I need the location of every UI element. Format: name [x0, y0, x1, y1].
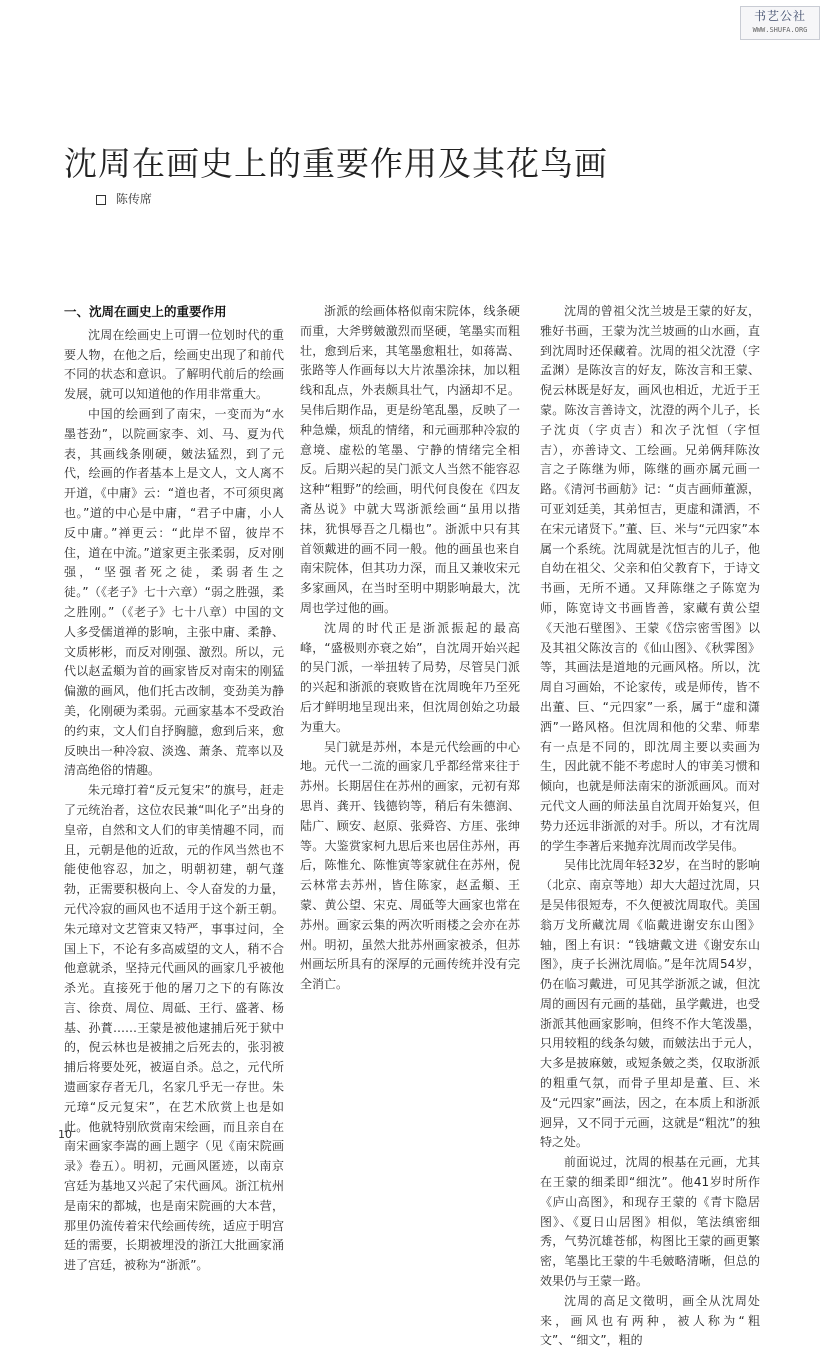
- paragraph: 朱元璋打着“反元复宋”的旗号，赶走了元统治者，这位农民兼“叫化子”出身的皇帝，自然和文人们的审美情趣不同，而且，元朝是他的近敌，元的作风当然也不能使他容忍，加之，明朝初建，朝气蓬勃，正需要积极向上、令人奋发的力量，元代冷寂的画风也不适用于这个新王朝。朱元璋对文艺管束又特严，事事过问，全国上下，不论有多高威望的文人，稍不合他意就杀，坚持元代画风的画家几乎被他杀光。直接死于他的屠刀之下的有陈汝言、徐贲、周位、周砥、王行、盛著、杨基、孙蕡……王蒙是被他逮捕后死于狱中的，倪云林也是被捕之后死去的，张羽被捕后将要处死，被逼自杀。总之，元代所遗画家存者无几，名家几乎无一存世。朱元璋“反元复宋”，在艺术欣赏上也是如此。他就特别欣赏南宋绘画，而且亲自在南宋画家李嵩的画上题字（见《南宋院画录》卷五）。明初，元画风匿迹，以南京宫廷为基地又兴起了宋代画风。浙江杭州是南宋的都城，也是南宋院画的大本营，那里仍流传着宋代绘画传统，适应于明宫廷的需要，长期被埋没的浙江大批画家涌进了宫廷，被称为“浙派”。: [64, 783, 284, 1273]
- paragraph: 中国的绘画到了南宋，一变而为“水墨苍劲”，以院画家李、刘、马、夏为代表，其画线条刚硬，皴法猛烈，到了元代，绘画的作者基本上是文人，文人离不开道，《中庸》云：“道也者，不可须臾离也。”道的中心是中庸，“君子中庸，小人反中庸。”禅更云：“此岸不留，彼岸不住，道在中流。”道家更主张柔弱，反对刚强，“坚强者死之徒，柔弱者生之徒。”（《老子》七十六章）“弱之胜强，柔之胜刚。”（《老子》七十八章）中国的文人多受儒道禅的影响，主张中庸、柔静、文质彬彬，而反对刚强、激烈。所以，元代以赵孟頫为首的画家皆反对南宋的刚猛偏激的画风，他们托古改制，变劲美为静美，化刚硬为柔弱。元画家基本不受政治的约束，文人们自抒胸臆，愈到后来，愈反映出一种冷寂、淡逸、萧条、荒率以及清高绝俗的情趣。: [64, 406, 284, 778]
- paragraph: 前面说过，沈周的根基在元画，尤其在王蒙的细柔即“细沈”。他41岁时所作《庐山高图》，和现存王蒙的《青卞隐居图》、《夏日山居图》相似，笔法缜密细秀，气势沉雄苍郁，构图比王蒙的画更繁密，笔墨比王蒙的牛毛皴略清晰，但总的效果仍与王蒙一路。: [540, 1155, 760, 1289]
- paragraph: 沈周的曾祖父沈兰坡是王蒙的好友，雅好书画，王蒙为沈兰坡画的山水画，直到沈周时还保藏着。沈周的祖父沈澄（字孟渊）是陈汝言的好友，陈汝言和王蒙、倪云林既是好友，画风也相近，尤近于王蒙。陈汝言善诗文，沈澄的两个儿子，长子沈贞（字贞吉）和次子沈恒（字恒吉），亦善诗文、工绘画。兄弟俩拜陈汝言之子陈继为师，陈继的画亦属元画一路。《清河书画舫》记：“贞吉画师董源，可亚刘廷美，其弟恒吉，更虚和潇洒，不在宋元诸贤下。”董、巨、米与“元四家”本属一个系统。沈周就是沈恒吉的儿子，他自幼在祖父、父亲和伯父教育下，于诗文书画，无所不通。又拜陈继之子陈宽为师，陈宽诗文书画皆善，家藏有黄公望《天池石壁图》、王蒙《岱宗密雪图》以及其祖父陈汝言的《仙山图》、《秋霁图》等，其画法是道地的元画风格。所以，沈周自习画始，不论家传，或是师传，皆不出董、巨、“元四家”一系，属于“虚和潇洒”一路风格。但沈周和他的父辈、师辈有一点是不同的，即沈周主要以卖画为生，因此就不能不考虑时人的审美习惯和倾向，也就是师法南宋的浙派画风。而对元代文人画的师法虽自沈周开始复兴，但势力还远非浙派的对手。所以，才有沈周的学生李著后来抛弃沈周而改学吴伟。: [540, 304, 760, 853]
- section-heading: 一、沈周在画史上的重要作用: [64, 304, 227, 319]
- text-column-2: [300, 302, 520, 1127]
- paragraph: 沈周的时代正是浙派振起的最高峰，“盛极则亦衰之始”，自沈周开始兴起的吴门派，一举扭转了局势，尽管吴门派的兴起和浙派的衰败皆在沈周晚年乃至死后才鲜明地呈现出来，但沈周创始之功最为重大。: [300, 620, 520, 734]
- square-icon: [96, 195, 106, 205]
- paragraph: 吴伟比沈周年轻32岁，在当时的影响（北京、南京等地）却大大超过沈周，只是吴伟很短寿，不久便被沈周取代。美国翁万戈所藏沈周《临戴进谢安东山图》轴，图上有识：“钱塘戴文进《谢安东山图》，庚子长洲沈周临。”是年沈周54岁，仍在临习戴进，可见其学浙派之诚，但沈周的画因有元画的基础，虽学戴进，也受浙派其他画家影响，但终不作大笔泼墨，只用较粗的线条勾皴，而皴法出于元人，大多是披麻皴，或短条皴之类，仅取浙派的粗重气氛，而骨子里却是董、巨、米及“元四家”画法，因之，在本质上和浙派迥异，又不同于元画，这就是“粗沈”的独特之处。: [540, 858, 760, 1150]
- page-number: 10: [58, 1128, 72, 1141]
- watermark-name: 书艺公社: [753, 9, 806, 23]
- watermark-logo: [740, 6, 820, 40]
- paragraph: 沈周的高足文徵明，画全从沈周处来，画风也有两种，被人称为“粗文”、“细文”，粗的: [540, 1293, 760, 1348]
- paragraph: 沈周在绘画史上可谓一位划时代的重要人物，在他之后，绘画史出现了和前代不同的状态和意识。了解明代前后的绘画发展，就可以知道他的作用非常重大。: [64, 327, 284, 402]
- text-column-3: [540, 302, 760, 1348]
- watermark-url: WWW.SHUFA.ORG: [752, 26, 808, 34]
- paragraph: 浙派的绘画体格似南宋院体，线条硬而重，大斧劈皴激烈而坚硬，笔墨实而粗壮，愈到后来，其笔墨愈粗壮，如蒋嵩、张路等人作画每以大片浓墨涂抹，加以粗线和乱点，外表颇具壮气，内涵却不足。吴伟后期作品，更是纷笔乱墨，反映了一种急燥，烦乱的情绪，和元画那种冷寂的意境、虚松的笔墨、宁静的情绪完全相反。后期兴起的吴门派文人当然不能容忍这种“粗野”的绘画，明代何良俊在《四友斋丛说》中就大骂浙派绘画“虽用以揩抹，犹惧辱吾之几榻也”。浙派中只有其首领戴进的画不同一般。他的画虽也来自南宋院体，但其功力深，而且又兼收宋元多家画风，在当时至明中期影响最大，沈周也学过他的画。: [300, 304, 520, 615]
- paragraph: 吴门就是苏州，本是元代绘画的中心地。元代一二流的画家几乎都经常来往于苏州。长期居住在苏州的画家，元初有郑思肖、龚开、钱德钧等，稍后有朱德润、陆广、顾安、赵原、张舜咨、方厓、张绅等。大鉴赏家柯九思后来也居住苏州，再后，陈惟允、陈惟寅等家就住在苏州，倪云林常去苏州，皆住陈家，赵孟頫、王蒙、黄公望、宋克、周砥等大画家也常在苏州。画家云集的两次听雨楼之会亦在苏州。明初，虽然大批苏州画家被杀，但苏州画坛所具有的深厚的元画传统并没有完全消亡。: [300, 739, 520, 992]
- article-title: 沈周在画史上的重要作用及其花鸟画: [64, 144, 608, 183]
- author-name: 陈传席: [115, 192, 152, 206]
- author-line: [96, 190, 152, 207]
